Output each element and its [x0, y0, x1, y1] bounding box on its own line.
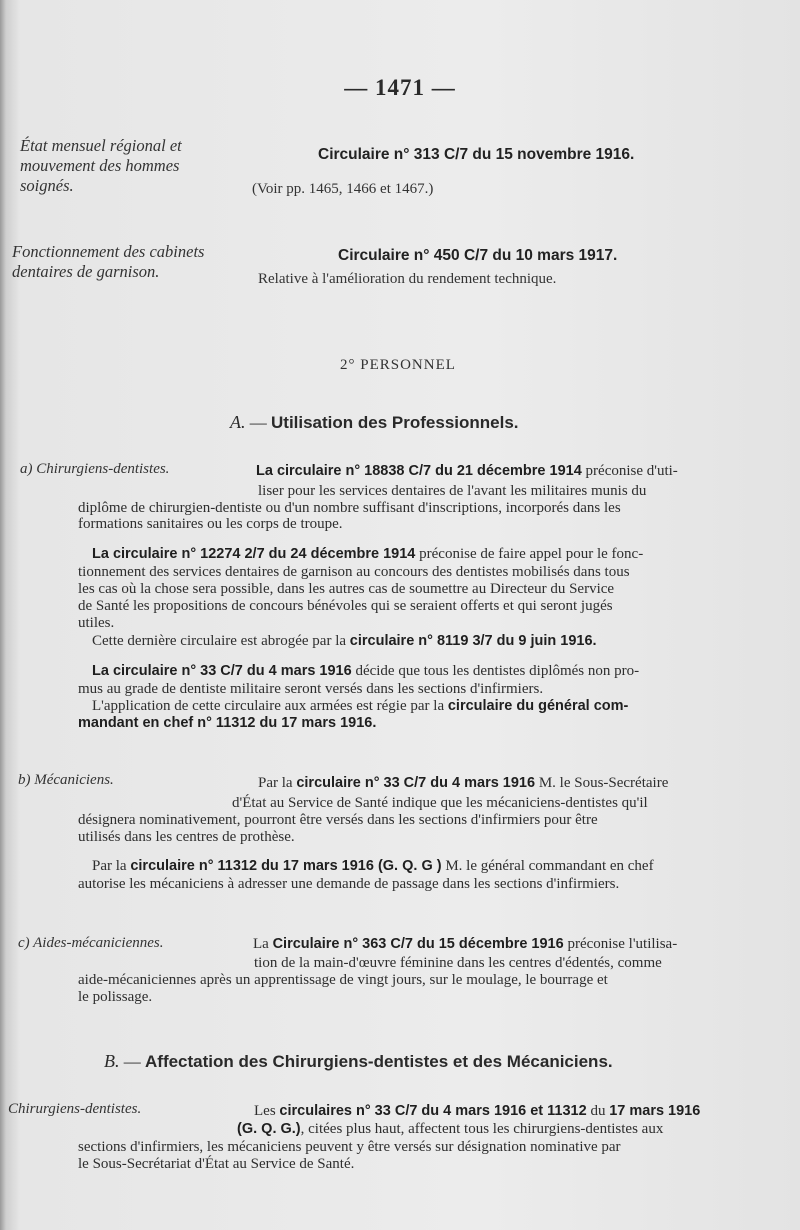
margin-note-etat-mensuel: État mensuel régional et mouvement des hommes soignés.: [20, 136, 182, 195]
circular-heading-313: Circulaire n° 313 C/7 du 15 novembre 1916.: [318, 146, 635, 163]
item-label-mecaniciens: b) Mécaniciens.: [18, 772, 114, 788]
item-label-chirurgiens-dentistes: a) Chirurgiens-dentistes.: [20, 461, 170, 477]
circular-heading-450: Circulaire n° 450 C/7 du 10 mars 1917.: [338, 247, 618, 264]
document-page: — 1471 — État mensuel régional et mouvement des hommes soignés. Circulaire n° 313 C/7 du 15 novembre 1916. (Voir pp. 1465, 1466 et 1467.) Fonctionnement des cabinets dentaires de garnison. Circulaire n° 450 C/7 du 10 mars 1917. Relative à l'amélioration du rendement technique. 2° PERSONNEL A. — Utilisation des Professionnels. a) Chirurgiens-dentistes. La circulaire n° 18838 C/7 du 21 décembre 1914 préconise d'uti- liser pour les services dentaires de l'avant les militaires munis du diplôme de chirurgien-dentiste ou d'un nombre suffisant d'inscriptions, incorporés dans les formations sanitaires ou les corps de troupe. La circulaire n° 12274 2/7 du 24 décembre 1914 préconise de faire appel pour le fonc- tionnement des services dentaires de garnison au concours des dentistes mobilisés dans tous les cas où la chose sera possible, dans les autres cas de soumettre au Directeur du Service de Santé les propositions de concours bénévoles qui se seraient offerts et qui seront jugés utiles. Cette dernière circulaire est abrogée par la circulaire n° 8119 3/7 du 9 juin 1916. La circulaire n° 33 C/7 du 4 mars 1916 décide que tous les dentistes diplômés non pro- mus au grade de dentiste militaire seront versés dans les sections d'infirmiers. L'application de cette circulaire aux armées est régie par la circulaire du général com- mandant en chef n° 11312 du 17 mars 1916. b) Mécaniciens. Par la circulaire n° 33 C/7 du 4 mars 1916 M. le Sous-Secrétaire d'État au Service de Santé indique que les mécaniciens-dentistes qu'il désignera nominativement, pourront être versés dans les sections d'infirmiers pour être utilisés dans les centres de prothèse. Par la circulaire n° 11312 du 17 mars 1916 (G. Q. G ) M. le général commandant en chef autorise les mécaniciens à adresser une demande de passage dans les sections d'infirmiers. c) Aides-mécaniciennes. La Circulaire n° 363 C/7 du 15 décembre 1916 préconise l'utilisa- tion de la main-d'œuvre féminine dans les centres d'édentés, comme aide-mécaniciennes après un apprentissage de vingt jours, sur le moulage, le bourrage et le polissage. B. — Affectation des Chirurgiens-dentistes et des Mécaniciens. Chirurgiens-dentistes. Les circulaires n° 33 C/7 du 4 mars 1916 et 11312 du 17 mars 1916 (G. Q. G.), citées plus haut, affectent tous les chirurgiens-dentistes aux sections d'infirmiers, les mécaniciens peuvent y être versés sur désignation nominative par le Sous-Secrétariat d'État au Service de Santé.: [0, 0, 800, 1230]
item-label-aides-mecaniciennes: c) Aides-mécaniciennes.: [18, 935, 164, 951]
item-label-chirurgiens-dentistes-b: Chirurgiens-dentistes.: [8, 1101, 142, 1117]
page-number: — 1471 —: [344, 75, 456, 100]
subsection-a-heading: A. — Utilisation des Professionnels.: [230, 412, 519, 432]
section-title: 2° PERSONNEL: [340, 357, 456, 373]
circular-detail-450: Relative à l'amélioration du rendement technique.: [258, 271, 557, 287]
circular-detail-313: (Voir pp. 1465, 1466 et 1467.): [252, 181, 434, 197]
margin-note-cabinets-dentaires: Fonctionnement des cabinets dentaires de garnison.: [12, 242, 205, 281]
subsection-b-heading: B. — Affectation des Chirurgiens-dentistes et des Mécaniciens.: [104, 1051, 613, 1071]
